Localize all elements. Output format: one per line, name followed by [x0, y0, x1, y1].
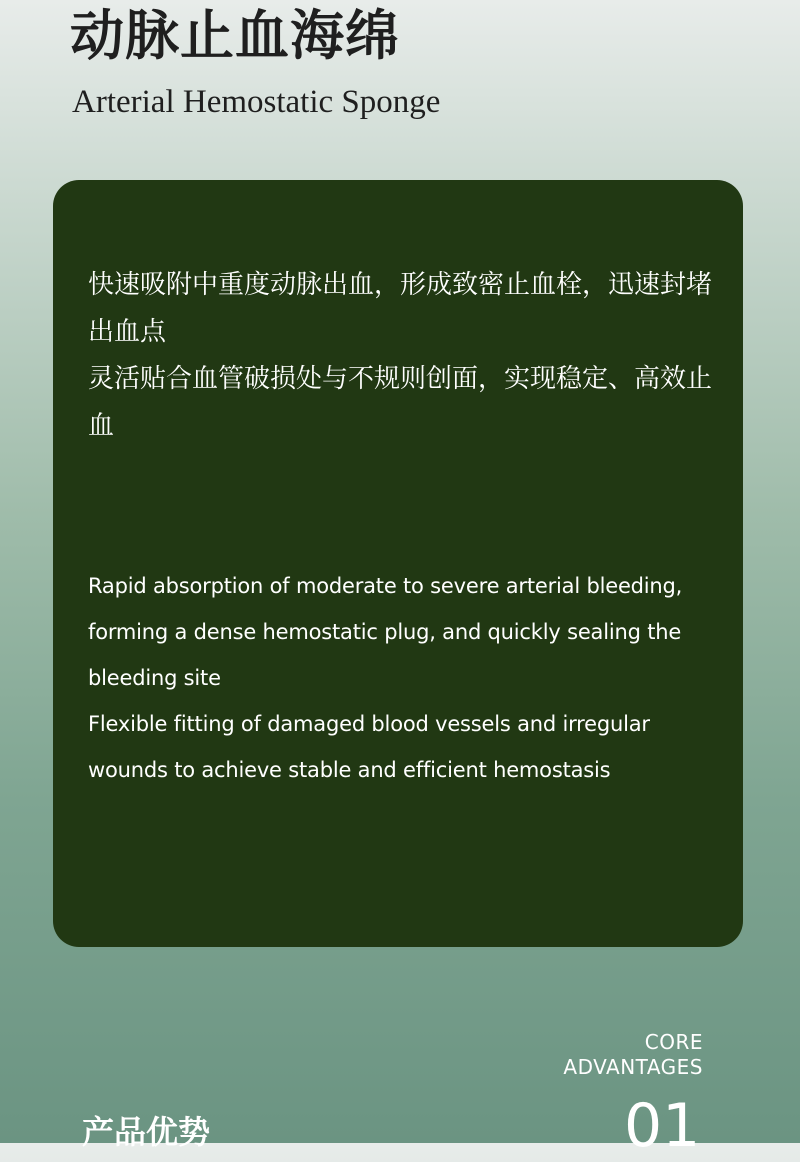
description-cn-line-1: 快速吸附中重度动脉出血，形成致密止血栓，迅速封堵出血点: [88, 270, 713, 347]
description-cn-line-2: 灵活贴合血管破损处与不规则创面，实现稳定、高效止血: [88, 364, 713, 441]
description-en-line-1: Rapid absorption of moderate to severe arterial bleeding, forming a dense hemostatic plug, and quickly sealing the bleeding site: [88, 574, 683, 690]
advantages-heading-cn: 产品优势: [82, 1113, 211, 1151]
core-label-line-2: ADVANTAGES: [563, 1055, 703, 1079]
description-cn: [88, 262, 723, 450]
page-title-en: Arterial Hemostatic Sponge: [72, 84, 441, 120]
description-en-line-2: Flexible fitting of damaged blood vessels and irregular wounds to achieve stable and efficient hemostasis: [88, 712, 650, 782]
description-en: [88, 563, 728, 793]
section-number: 01: [624, 1091, 701, 1161]
core-advantages-label: [563, 1030, 703, 1080]
core-label-line-1: CORE: [644, 1030, 703, 1054]
description-card: [53, 180, 743, 947]
page-title-cn: 动脉止血海绵: [70, 3, 400, 67]
